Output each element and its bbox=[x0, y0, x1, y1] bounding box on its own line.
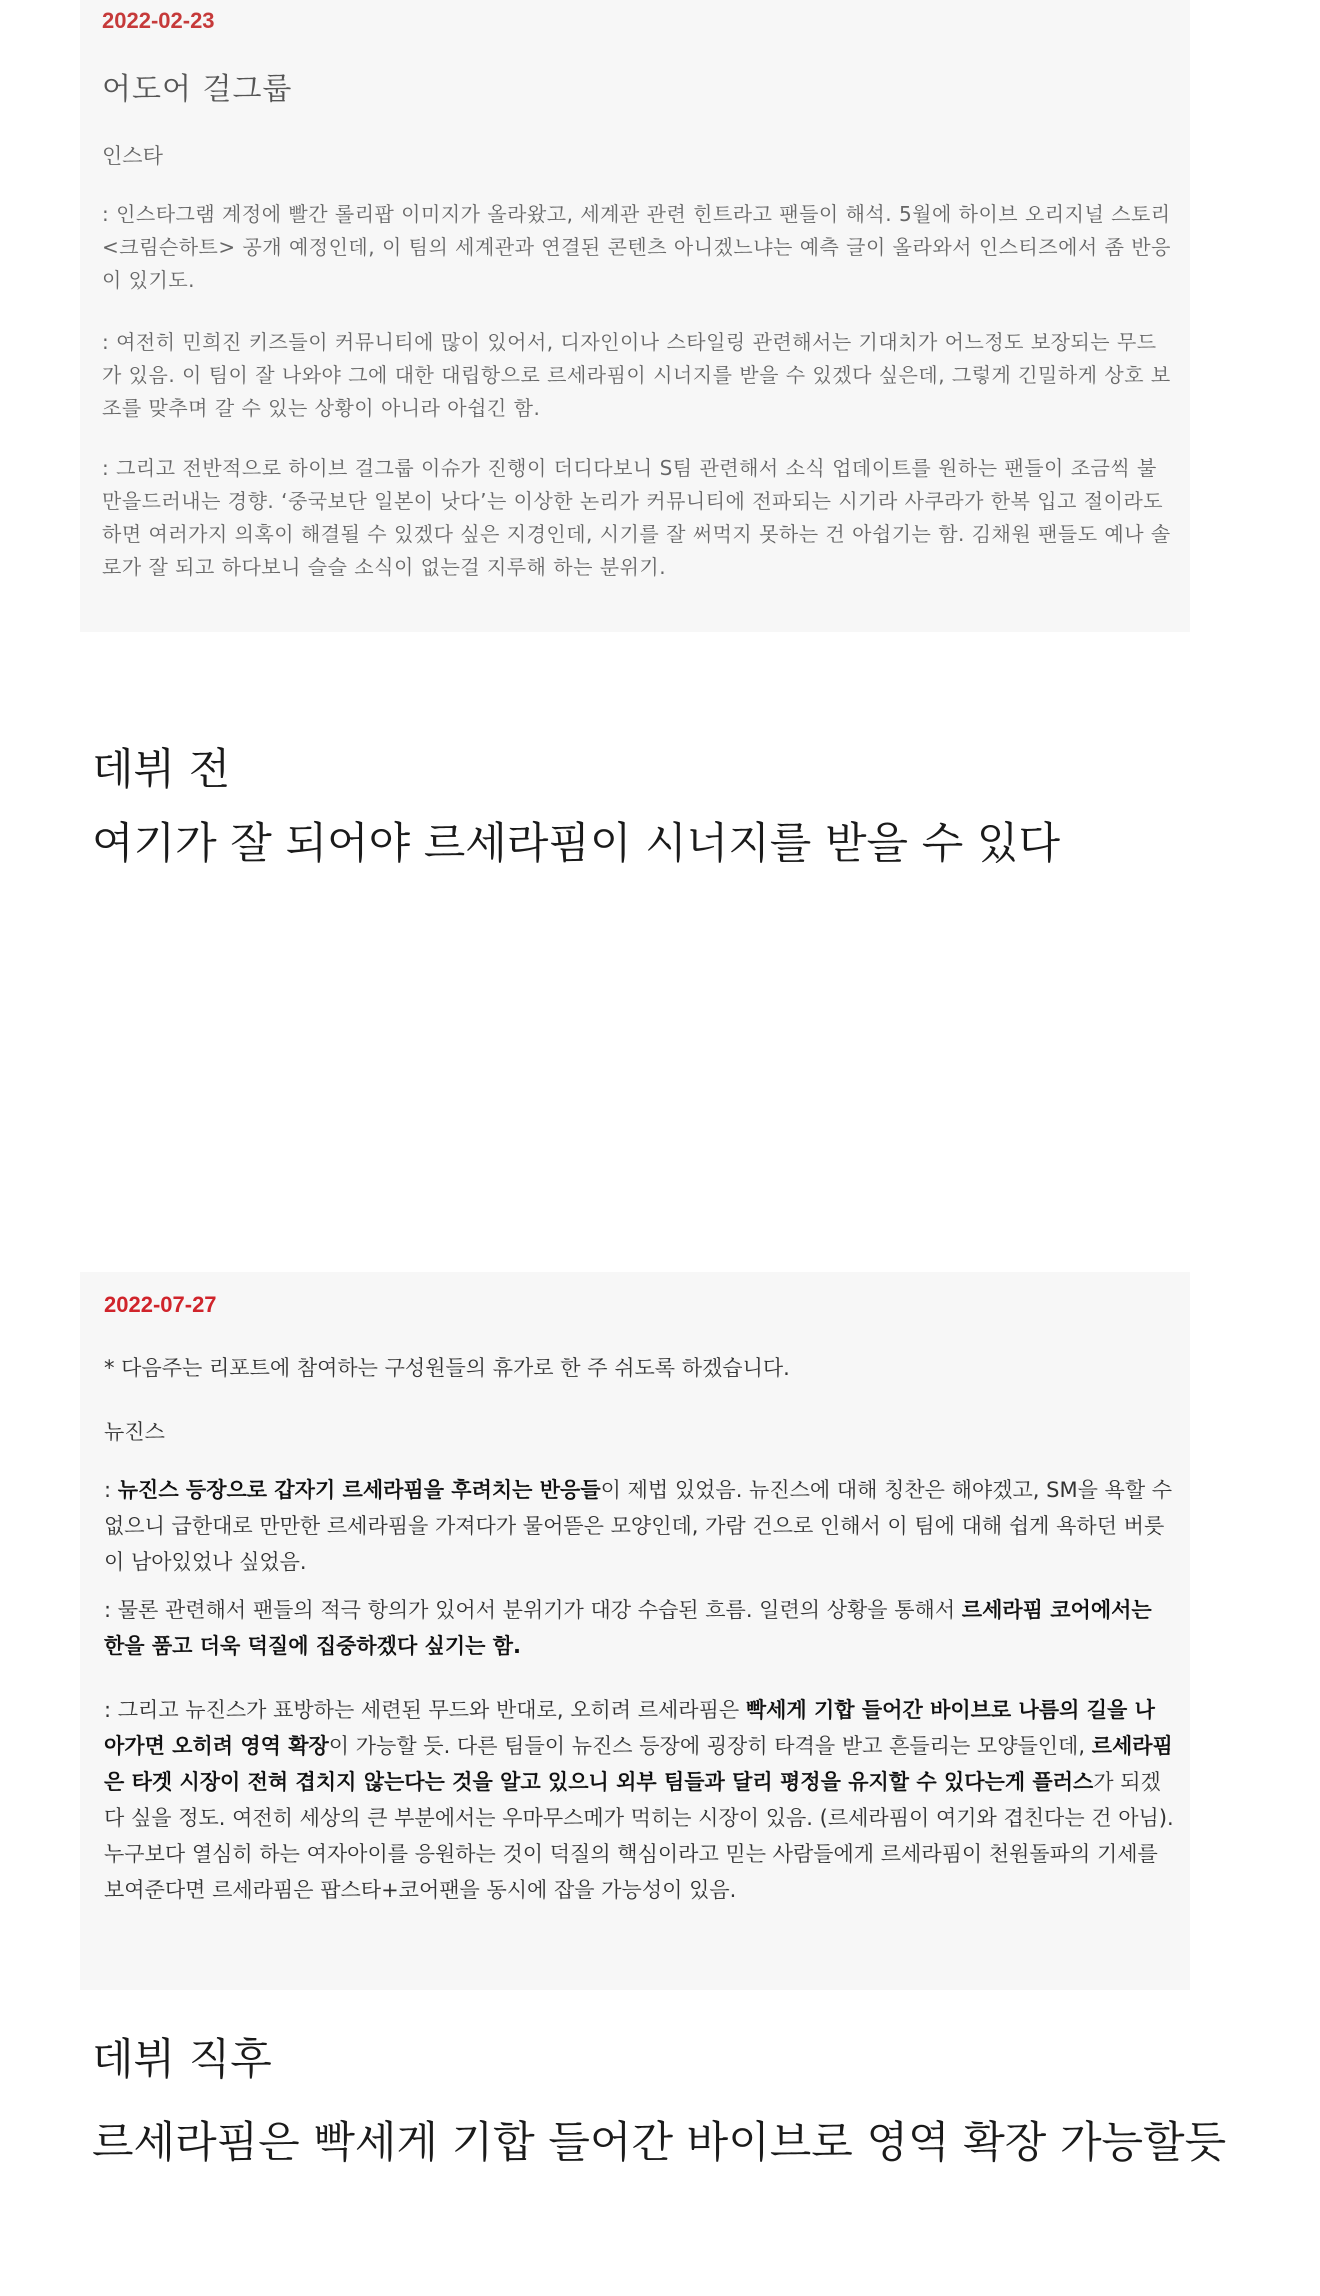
paragraph-bold-text: 르세라핌 코어에서는 한을 품고 더욱 덕질에 집중하겠다 싶기는 함. bbox=[104, 1598, 1152, 1658]
report-title: 어도어 걸그룹 bbox=[102, 72, 293, 107]
paragraph-bold-text: 빡세게 기합 들어간 바이브로 나름의 길을 나아가면 오히려 영역 확장 bbox=[104, 1698, 1155, 1758]
caption-heading: 데뷔 전 bbox=[92, 745, 231, 795]
section-label: 뉴진스 bbox=[104, 1420, 165, 1444]
paragraph-bold-text: 르세라핌은 타겟 시장이 전혀 겹치지 않는다는 것을 알고 있으니 외부 팀들과 달리 평정을 유지할 수 있다는게 플러스 bbox=[104, 1734, 1173, 1794]
paragraph-text: 이 제법 있었음. 뉴진스에 대해 칭찬은 해야겠고, SM을 욕할 수 없으니 급한대로 만만한 르세라핌을 가져다가 물어뜯은 모양인데, 가람 건으로 인해서 이 팀에 대해 쉽게 욕하던 버릇이 남아있었나 싶었음. bbox=[104, 1478, 1173, 1574]
report-paragraph bbox=[104, 1592, 1174, 1664]
paragraph-text: 이 가능할 듯. 다른 팀들이 뉴진스 등장에 굉장히 타격을 받고 흔들리는 모양들인데, bbox=[328, 1734, 1092, 1758]
caption-text: 르세라핌은 빡세게 기합 들어간 바이브로 영역 확장 가능할듯 bbox=[92, 2118, 1227, 2168]
paragraph-text: : bbox=[104, 1478, 118, 1502]
report-date: 2022-02-23 bbox=[102, 8, 215, 33]
paragraph-text: 가 되겠다 싶을 정도. 여전히 세상의 큰 부분에서는 우마무스메가 먹히는 시장이 있음. (르세라핌이 여기와 겹친다는 건 아님). 누구보다 열심히 하는 여자아이를 응원하는 것이 덕질의 핵심이라고 믿는 사람들에게 르세라핌이 천원돌파의 기세를 보여준다면 르세라핌은 팝스타+코어팬을 동시에 잡을 가능성이 있음. bbox=[104, 1770, 1174, 1902]
caption-text: 여기가 잘 되어야 르세라핌이 시너지를 받을 수 있다 bbox=[92, 819, 1060, 869]
report-notice: * 다음주는 리포트에 참여하는 구성원들의 휴가로 한 주 쉬도록 하겠습니다. bbox=[104, 1356, 790, 1380]
section-label: 인스타 bbox=[102, 144, 163, 168]
report-screenshot-july bbox=[80, 1272, 1190, 1990]
paragraph-text: : 그리고 뉴진스가 표방하는 세련된 무드와 반대로, 오히려 르세라핌은 bbox=[104, 1698, 746, 1722]
report-paragraph: : 그리고 전반적으로 하이브 걸그룹 이슈가 진행이 더디다보니 S팀 관련해서 소식 업데이트를 원하는 팬들이 조금씩 불만을드러내는 경향. ‘중국보단 일본이 낫다’는 이상한 논리가 커뮤니티에 전파되는 시기라 사쿠라가 한복 입고 절이라도 하면 여러가지 의혹이 해결될 수 있겠다 싶은 지경인데, 시기를 잘 써먹지 못하는 건 아쉽기는 함. 김채원 팬들도 예나 솔로가 잘 되고 하다보니 슬슬 소식이 없는걸 지루해 하는 분위기. bbox=[102, 456, 1171, 579]
report-date: 2022-07-27 bbox=[104, 1292, 217, 1317]
report-paragraph bbox=[104, 1692, 1174, 1908]
report-paragraph: : 인스타그램 계정에 빨간 롤리팝 이미지가 올라왔고, 세계관 관련 힌트라고 팬들이 해석. 5월에 하이브 오리지널 스토리 <크림슨하트> 공개 예정인데, 이 팀의 세계관과 연결된 콘텐츠 아니겠느냐는 예측 글이 올라와서 인스티즈에서 좀 반응이 있기도. bbox=[102, 202, 1171, 292]
caption-heading: 데뷔 직후 bbox=[92, 2035, 272, 2085]
paragraph-bold-text: 뉴진스 등장으로 갑자기 르세라핌을 후려치는 반응들 bbox=[117, 1478, 601, 1502]
report-paragraph: : 여전히 민희진 키즈들이 커뮤니티에 많이 있어서, 디자인이나 스타일링 관련해서는 기대치가 어느정도 보장되는 무드가 있음. 이 팀이 잘 나와야 그에 대한 대립항으로 르세라핌이 시너지를 받을 수 있겠다 싶은데, 그렇게 긴밀하게 상호 보조를 맞추며 갈 수 있는 상황이 아니라 아쉽긴 함. bbox=[102, 330, 1171, 420]
report-paragraph bbox=[104, 1472, 1174, 1580]
paragraph-text: : 물론 관련해서 팬들의 적극 항의가 있어서 분위기가 대강 수습된 흐름. 일련의 상황을 통해서 bbox=[104, 1598, 962, 1622]
report-screenshot-february bbox=[80, 0, 1190, 632]
